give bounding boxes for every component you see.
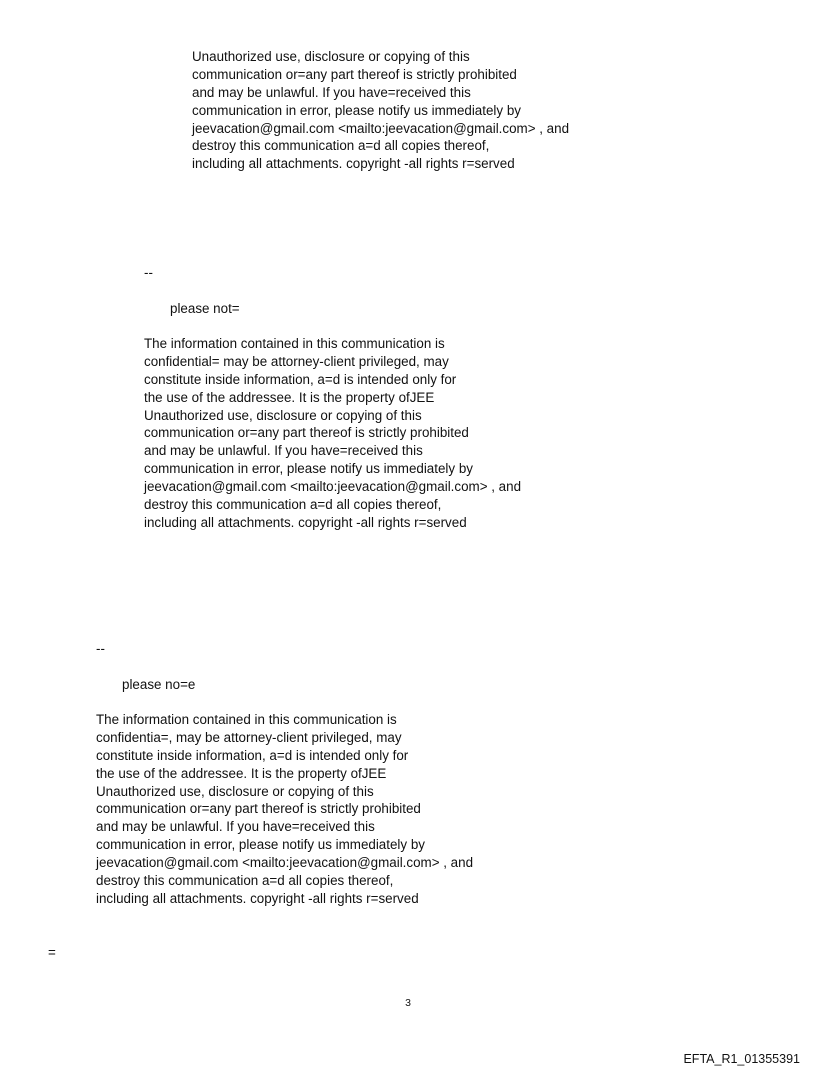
signature-separator: --: [144, 265, 153, 280]
please-note-heading: please no=e: [122, 677, 196, 692]
document-id: EFTA_R1_01355391: [683, 1052, 800, 1066]
disclaimer-line: communication in error, please notify us immediately by: [96, 837, 425, 853]
trailing-equals-mark: =: [48, 945, 56, 960]
disclaimer-line: The information contained in this communication is: [96, 712, 397, 727]
disclaimer-line: including all attachments. copyright -all rights r=served: [144, 514, 467, 530]
disclaimer-block-1: [192, 48, 569, 173]
page-number: 3: [405, 997, 411, 1009]
disclaimer-line: the use of the addressee. It is the property ofJEE: [144, 389, 435, 405]
disclaimer-line: the use of the addressee. It is the property ofJEE: [96, 765, 387, 781]
disclaimer-line: and may be unlawful. If you have=received this: [192, 84, 471, 100]
disclaimer-line: constitute inside information, a=d is intended only for: [144, 371, 457, 387]
please-note-heading: please not=: [170, 301, 240, 316]
disclaimer-line: confidential= may be attorney-client privileged, may: [144, 353, 449, 369]
disclaimer-line: destroy this communication a=d all copies thereof,: [144, 497, 442, 513]
disclaimer-line: jeevacation@gmail.com <mailto:jeevacation@gmail.com> , and: [192, 120, 570, 136]
disclaimer-line: communication in error, please notify us immediately by: [144, 461, 473, 477]
disclaimer-line: including all attachments. copyright -all rights r=served: [96, 890, 419, 906]
disclaimer-block-2: [144, 335, 521, 532]
disclaimer-line: communication or=any part thereof is strictly prohibited: [192, 66, 517, 82]
disclaimer-line: Unauthorized use, disclosure or copying of this: [192, 49, 470, 64]
disclaimer-line: communication or=any part thereof is strictly prohibited: [144, 425, 469, 441]
disclaimer-line: communication or=any part thereof is strictly prohibited: [96, 801, 421, 817]
disclaimer-line: confidentia=, may be attorney-client privileged, may: [96, 729, 402, 745]
disclaimer-block-3: [96, 711, 473, 908]
disclaimer-line: Unauthorized use, disclosure or copying of this: [96, 783, 374, 799]
signature-separator: --: [96, 641, 105, 656]
disclaimer-line: The information contained in this communication is: [144, 336, 445, 351]
disclaimer-line: and may be unlawful. If you have=received this: [96, 819, 375, 835]
disclaimer-line: destroy this communication a=d all copies thereof,: [192, 138, 490, 154]
disclaimer-line: Unauthorized use, disclosure or copying of this: [144, 407, 422, 423]
disclaimer-line: jeevacation@gmail.com <mailto:jeevacation@gmail.com> , and: [96, 855, 474, 871]
disclaimer-line: including all attachments. copyright -all rights r=served: [192, 156, 515, 172]
disclaimer-line: constitute inside information, a=d is intended only for: [96, 747, 409, 763]
disclaimer-line: jeevacation@gmail.com <mailto:jeevacation@gmail.com> , and: [144, 479, 522, 495]
disclaimer-line: communication in error, please notify us immediately by: [192, 102, 521, 118]
disclaimer-line: destroy this communication a=d all copies thereof,: [96, 873, 394, 889]
disclaimer-line: and may be unlawful. If you have=received this: [144, 443, 423, 459]
